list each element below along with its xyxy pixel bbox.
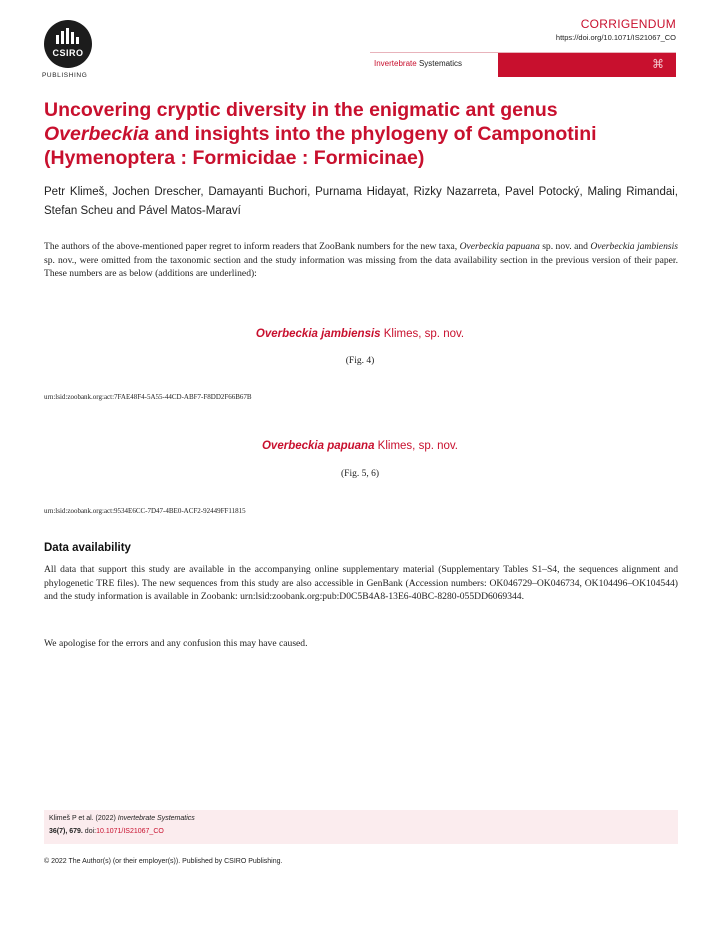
data-availability-paragraph: All data that support this study are available in the accompanying online supplementary material (Supplementary Tables S1–S4, the sequences alignment and phylogenetic TRE files). The new sequences from this study are also accessible in GenBank (Accession numbers: OK046729–OK046734, OK104496–OK104544) and the study information is available in Zoobank: urn:lsid:zoobank.org:pub:D0C5B4A8-13E6-40BC-8280-055DD6069344.	[44, 564, 678, 602]
csiro-logo	[44, 20, 92, 68]
author-list: Petr Klimeš, Jochen Drescher, Damayanti Buchori, Purnama Hidayat, Rizky Nazarreta, Pavel Potocký, Maling Rimandai, Stefan Scheu and Pável Matos-Maraví	[44, 186, 678, 217]
figure-reference: (Fig. 4)	[345, 356, 375, 366]
citation-volume-line: 36(7), 679. doi:10.1071/IS21067_CO	[49, 828, 164, 835]
section-heading: Data availability	[44, 542, 131, 554]
citation-line: Klimeš P et al. (2022) Invertebrate Systematics	[49, 815, 195, 822]
journal-accent-block	[498, 53, 676, 77]
zoobank-lsid: urn:lsid:zoobank.org:act:7FAE48F4-5A55-44CD-ABF7-F8DD2F66B67B	[44, 393, 252, 401]
taxon-heading-papuana: Overbeckia papuana Klimes, sp. nov.	[261, 440, 458, 452]
logo-text: CSIRO	[52, 48, 84, 58]
copyright-notice: © 2022 The Author(s) (or their employer(s)). Published by CSIRO Publishing.	[44, 858, 283, 865]
citation-doi-link[interactable]: 10.1071/IS21067_CO	[96, 828, 164, 835]
intro-paragraph: The authors of the above-mentioned paper regret to inform readers that ZooBank numbers for the new taxa, Overbeckia papuana sp. nov. and Overbeckia jambiensis sp. nov., were omitted from the taxonomic section and the study information was missing from the data availability section in the previous version of their paper. These numbers are as below (additions are underlined):	[44, 241, 678, 279]
logo-bars-icon	[56, 28, 80, 44]
figure-reference: (Fig. 5, 6)	[341, 469, 379, 479]
journal-bar	[370, 52, 676, 77]
apology-paragraph: We apologise for the errors and any confusion this may have caused.	[44, 638, 308, 649]
taxon-heading-jambiensis: Overbeckia jambiensis Klimes, sp. nov.	[255, 328, 465, 340]
article-type-label: CORRIGENDUM	[580, 17, 676, 31]
page-title: Uncovering cryptic diversity in the enigmatic ant genus Overbeckia and insights into the phylogeny of Camponotini (Hymenoptera : Formicidae : Formicinae)	[44, 99, 597, 169]
journal-name: Invertebrate Systematics	[374, 59, 463, 68]
journal-emblem-icon: ⌘	[652, 57, 664, 71]
doi-link[interactable]: https://doi.org/10.1071/IS21067_CO	[555, 33, 676, 42]
publisher-subtitle: PUBLISHING	[42, 72, 88, 79]
citation-box	[44, 810, 678, 844]
zoobank-lsid: urn:lsid:zoobank.org:act:9534E6CC-7D47-4BE0-ACF2-92449FF11815	[44, 507, 246, 515]
